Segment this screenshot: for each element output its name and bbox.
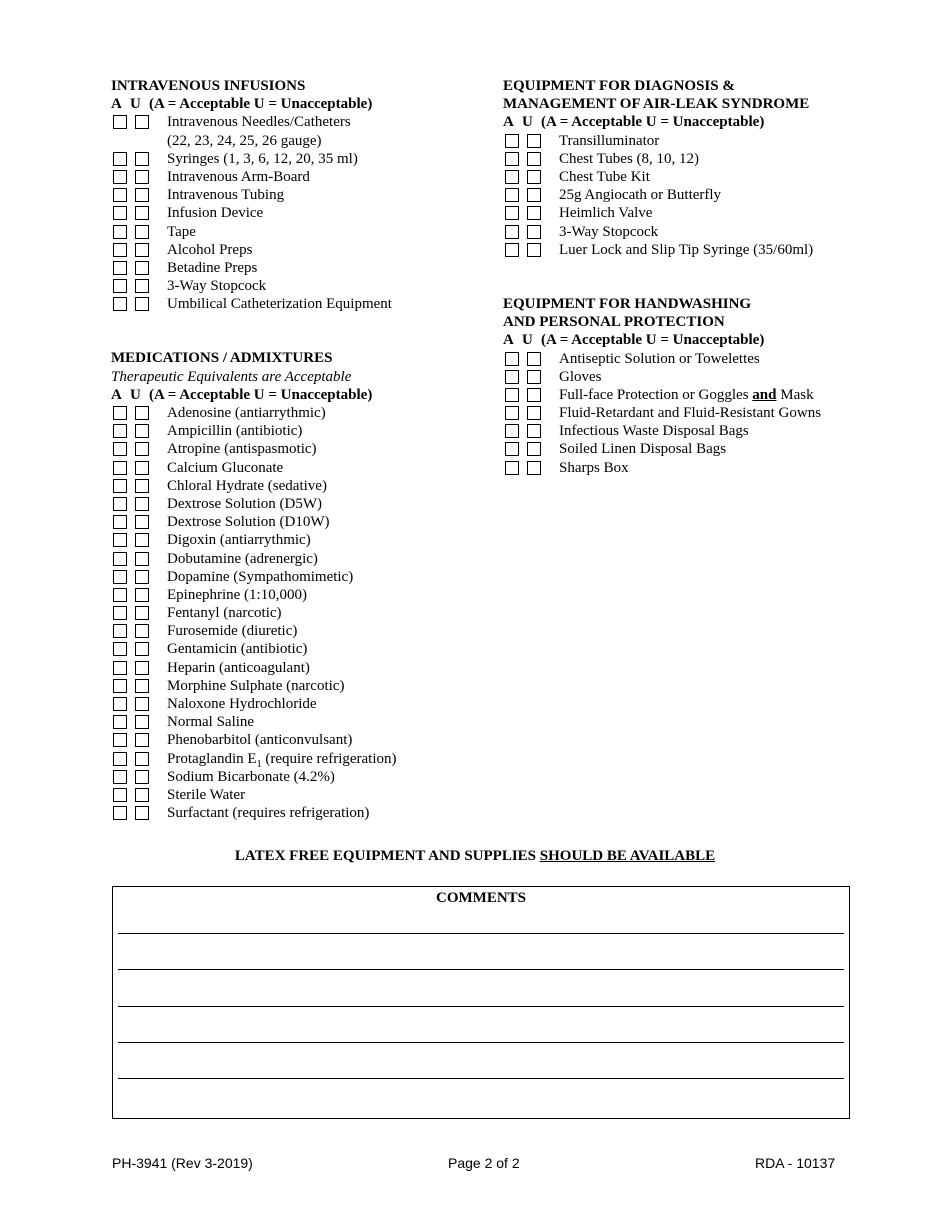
unacceptable-checkbox[interactable] xyxy=(527,134,541,148)
acceptable-checkbox[interactable] xyxy=(113,570,127,584)
item-label: Syringes (1, 3, 6, 12, 20, 35 ml) xyxy=(167,150,358,167)
item-label: Heimlich Valve xyxy=(559,205,653,222)
acceptable-checkbox[interactable] xyxy=(505,406,519,420)
unacceptable-checkbox[interactable] xyxy=(135,424,149,438)
comment-line[interactable] xyxy=(118,933,844,934)
acceptable-checkbox[interactable] xyxy=(505,442,519,456)
item-label: Luer Lock and Slip Tip Syringe (35/60ml) xyxy=(559,241,814,258)
checklist-item xyxy=(111,241,481,259)
unacceptable-checkbox[interactable] xyxy=(527,170,541,184)
item-label: Intravenous Needles/Catheters xyxy=(167,114,351,131)
item-label: Betadine Preps xyxy=(167,259,258,276)
checklist-item xyxy=(111,786,481,804)
checklist-item xyxy=(111,659,481,677)
item-label: Chest Tubes (8, 10, 12) xyxy=(559,150,700,167)
checklist-item xyxy=(111,150,481,168)
checklist-item xyxy=(111,422,481,440)
unacceptable-checkbox[interactable] xyxy=(135,225,149,239)
checklist-item xyxy=(111,440,481,458)
acceptable-checkbox[interactable] xyxy=(113,733,127,747)
acceptable-checkbox[interactable] xyxy=(113,770,127,784)
acceptable-checkbox[interactable] xyxy=(113,115,127,129)
acceptable-checkbox[interactable] xyxy=(113,243,127,257)
handwashing-title-line2: AND PERSONAL PROTECTION xyxy=(503,314,725,331)
acceptable-checkbox[interactable] xyxy=(113,606,127,620)
item-label: Soiled Linen Disposal Bags xyxy=(559,441,727,458)
unacceptable-checkbox[interactable] xyxy=(527,424,541,438)
item-label: Dextrose Solution (D10W) xyxy=(167,514,330,531)
checklist-item xyxy=(503,440,903,458)
unacceptable-checkbox[interactable] xyxy=(527,442,541,456)
rda-number: RDA - 10137 xyxy=(755,1155,836,1171)
comments-box[interactable] xyxy=(112,886,850,1119)
protaglandin-subscript: 1 xyxy=(256,758,262,770)
item-label xyxy=(559,386,814,404)
comment-line[interactable] xyxy=(118,1006,844,1007)
checklist-item xyxy=(111,404,481,422)
item-label: Gloves xyxy=(559,368,602,385)
acceptable-checkbox[interactable] xyxy=(113,188,127,202)
legend-text: (A = Acceptable U = Unacceptable) xyxy=(541,114,765,131)
legend-text: (A = Acceptable U = Unacceptable) xyxy=(149,386,373,403)
unacceptable-checkbox[interactable] xyxy=(135,642,149,656)
goggles-mask: Mask xyxy=(776,386,814,403)
airleak-section xyxy=(503,77,903,259)
legend-text: (A = Acceptable U = Unacceptable) xyxy=(541,332,765,349)
acceptable-checkbox[interactable] xyxy=(113,497,127,511)
acceptable-checkbox[interactable] xyxy=(113,406,127,420)
acceptable-checkbox[interactable] xyxy=(113,661,127,675)
infusions-title: INTRAVENOUS INFUSIONS xyxy=(111,78,306,94)
comment-line[interactable] xyxy=(118,1078,844,1079)
unacceptable-checkbox[interactable] xyxy=(135,461,149,475)
checklist-item xyxy=(111,568,481,586)
comment-line[interactable] xyxy=(118,1042,844,1043)
medications-section xyxy=(111,349,481,822)
acceptable-checkbox[interactable] xyxy=(113,642,127,656)
checklist-item xyxy=(503,223,903,241)
unacceptable-checkbox[interactable] xyxy=(135,588,149,602)
unacceptable-checkbox[interactable] xyxy=(135,152,149,166)
checklist-item xyxy=(111,259,481,277)
item-label: Umbilical Catheterization Equipment xyxy=(167,296,392,313)
item-label: Adenosine (antiarrythmic) xyxy=(167,405,326,422)
checklist-item xyxy=(111,604,481,622)
item-label: 25g Angiocath or Butterfly xyxy=(559,187,722,204)
acceptable-checkbox[interactable] xyxy=(113,479,127,493)
unacceptable-checkbox[interactable] xyxy=(135,515,149,529)
item-label: Heparin (anticoagulant) xyxy=(167,659,310,676)
item-label: 3-Way Stopcock xyxy=(167,278,267,295)
infusions-section xyxy=(111,77,481,313)
item-label: Sterile Water xyxy=(167,786,246,803)
medications-subtitle: Therapeutic Equivalents are Acceptable xyxy=(111,368,352,385)
checklist-item xyxy=(503,186,903,204)
checklist-item xyxy=(111,186,481,204)
airleak-title-line1: EQUIPMENT FOR DIAGNOSIS & xyxy=(503,78,735,94)
acceptable-checkbox[interactable] xyxy=(113,442,127,456)
unacceptable-checkbox[interactable] xyxy=(135,733,149,747)
unacceptable-checkbox[interactable] xyxy=(135,661,149,675)
unacceptable-checkbox[interactable] xyxy=(135,806,149,820)
unacceptable-checkbox[interactable] xyxy=(135,752,149,766)
unacceptable-checkbox[interactable] xyxy=(135,279,149,293)
acceptable-checkbox[interactable] xyxy=(113,715,127,729)
unacceptable-checkbox[interactable] xyxy=(135,115,149,129)
unacceptable-checkbox[interactable] xyxy=(135,442,149,456)
checklist-item xyxy=(111,731,481,749)
acceptable-checkbox[interactable] xyxy=(113,533,127,547)
checklist-item xyxy=(111,513,481,531)
acceptable-checkbox[interactable] xyxy=(505,370,519,384)
a-header: A xyxy=(111,386,122,403)
checklist-item xyxy=(111,550,481,568)
item-label: Fentanyl (narcotic) xyxy=(167,605,282,622)
unacceptable-checkbox[interactable] xyxy=(527,388,541,402)
checklist-item xyxy=(111,295,481,313)
unacceptable-checkbox[interactable] xyxy=(527,188,541,202)
comment-line[interactable] xyxy=(118,969,844,970)
item-label: Dextrose Solution (D5W) xyxy=(167,495,322,512)
checklist-item xyxy=(111,804,481,822)
unacceptable-checkbox[interactable] xyxy=(135,788,149,802)
handwashing-legend xyxy=(503,331,903,349)
acceptable-checkbox[interactable] xyxy=(505,206,519,220)
checklist-item xyxy=(111,622,481,640)
item-label: Transilluminator xyxy=(559,132,660,149)
unacceptable-checkbox[interactable] xyxy=(135,479,149,493)
checklist-item xyxy=(503,350,903,368)
checklist-item xyxy=(111,713,481,731)
item-label: Intravenous Tubing xyxy=(167,187,285,204)
checklist-item xyxy=(111,586,481,604)
comments-title: COMMENTS xyxy=(436,890,526,906)
unacceptable-checkbox[interactable] xyxy=(527,461,541,475)
item-label: Calcium Gluconate xyxy=(167,459,284,476)
handwashing-section xyxy=(503,295,903,477)
unacceptable-checkbox[interactable] xyxy=(527,370,541,384)
item-label: Dobutamine (adrenergic) xyxy=(167,550,318,567)
acceptable-checkbox[interactable] xyxy=(113,752,127,766)
infusions-legend xyxy=(111,95,481,113)
u-header: U xyxy=(522,332,533,349)
item-label: Fluid-Retardant and Fluid-Resistant Gowns xyxy=(559,405,822,422)
checklist-item xyxy=(503,368,903,386)
unacceptable-checkbox[interactable] xyxy=(135,261,149,275)
latex-notice-emphasis: SHOULD BE AVAILABLE xyxy=(539,848,716,864)
handwashing-title-line1: EQUIPMENT FOR HANDWASHING xyxy=(503,295,752,312)
left-column xyxy=(111,77,481,822)
item-label: Atropine (antispasmotic) xyxy=(167,441,317,458)
checklist-item xyxy=(111,132,481,150)
unacceptable-checkbox[interactable] xyxy=(527,243,541,257)
acceptable-checkbox[interactable] xyxy=(113,206,127,220)
acceptable-checkbox[interactable] xyxy=(113,170,127,184)
unacceptable-checkbox[interactable] xyxy=(527,225,541,239)
unacceptable-checkbox[interactable] xyxy=(135,715,149,729)
acceptable-checkbox[interactable] xyxy=(505,170,519,184)
item-label: Normal Saline xyxy=(167,714,255,731)
item-label: Naloxone Hydrochloride xyxy=(167,696,317,713)
latex-free-notice xyxy=(0,848,950,865)
acceptable-checkbox[interactable] xyxy=(505,134,519,148)
acceptable-checkbox[interactable] xyxy=(113,552,127,566)
acceptable-checkbox[interactable] xyxy=(113,588,127,602)
checklist-item xyxy=(503,132,903,150)
unacceptable-checkbox[interactable] xyxy=(527,152,541,166)
item-label: Infectious Waste Disposal Bags xyxy=(559,423,749,440)
unacceptable-checkbox[interactable] xyxy=(135,170,149,184)
item-label: Gentamicin (antibiotic) xyxy=(167,641,308,658)
checklist-item xyxy=(111,495,481,513)
acceptable-checkbox[interactable] xyxy=(113,679,127,693)
unacceptable-checkbox[interactable] xyxy=(527,352,541,366)
item-label: Epinephrine (1:10,000) xyxy=(167,586,307,603)
acceptable-checkbox[interactable] xyxy=(113,261,127,275)
unacceptable-checkbox[interactable] xyxy=(135,533,149,547)
unacceptable-checkbox[interactable] xyxy=(135,497,149,511)
checklist-item xyxy=(503,168,903,186)
item-label: Infusion Device xyxy=(167,205,264,222)
item-label: 3-Way Stopcock xyxy=(559,223,659,240)
acceptable-checkbox[interactable] xyxy=(505,424,519,438)
u-header: U xyxy=(130,386,141,403)
checklist-item xyxy=(111,277,481,295)
unacceptable-checkbox[interactable] xyxy=(135,206,149,220)
checklist-item xyxy=(111,640,481,658)
item-label: Tape xyxy=(167,223,196,240)
checklist-item xyxy=(503,204,903,222)
checklist-item xyxy=(111,168,481,186)
protaglandin-label: Protaglandin E xyxy=(167,750,257,767)
item-label: Phenobarbitol (anticonvulsant) xyxy=(167,732,353,749)
acceptable-checkbox[interactable] xyxy=(505,352,519,366)
u-header: U xyxy=(522,114,533,131)
checklist-item xyxy=(503,404,903,422)
item-label: Chest Tube Kit xyxy=(559,168,650,185)
a-header: A xyxy=(503,114,514,131)
item-label: Furosemide (diuretic) xyxy=(167,623,298,640)
checklist-item xyxy=(111,477,481,495)
unacceptable-checkbox[interactable] xyxy=(135,679,149,693)
right-column xyxy=(503,77,903,477)
checklist-item xyxy=(111,459,481,477)
item-label: Antiseptic Solution or Towelettes xyxy=(559,350,760,367)
medications-legend xyxy=(111,386,481,404)
medications-list xyxy=(111,404,481,822)
a-header: A xyxy=(503,332,514,349)
acceptable-checkbox[interactable] xyxy=(113,697,127,711)
checklist-item xyxy=(111,695,481,713)
unacceptable-checkbox[interactable] xyxy=(135,297,149,311)
acceptable-checkbox[interactable] xyxy=(505,152,519,166)
checklist-item xyxy=(111,677,481,695)
item-label: Chloral Hydrate (sedative) xyxy=(167,477,327,494)
checklist-item xyxy=(111,750,481,768)
u-header: U xyxy=(130,96,141,113)
acceptable-checkbox[interactable] xyxy=(113,788,127,802)
unacceptable-checkbox[interactable] xyxy=(135,552,149,566)
acceptable-checkbox[interactable] xyxy=(505,243,519,257)
unacceptable-checkbox[interactable] xyxy=(527,406,541,420)
item-label: Digoxin (antiarrythmic) xyxy=(167,532,311,549)
checklist-item xyxy=(111,204,481,222)
acceptable-checkbox[interactable] xyxy=(113,515,127,529)
goggles-label: Full-face Protection or Goggles xyxy=(559,386,753,403)
checklist-item xyxy=(503,150,903,168)
form-number: PH-3941 (Rev 3-2019) xyxy=(112,1155,253,1171)
checklist-item xyxy=(111,223,481,241)
unacceptable-checkbox[interactable] xyxy=(135,624,149,638)
checklist-item xyxy=(111,113,481,131)
item-label: Intravenous Arm-Board xyxy=(167,168,310,185)
item-label: Ampicillin (antibiotic) xyxy=(167,423,303,440)
goggles-and: and xyxy=(752,386,777,403)
item-label: Morphine Sulphate (narcotic) xyxy=(167,677,345,694)
item-label: (22, 23, 24, 25, 26 gauge) xyxy=(167,132,322,149)
unacceptable-checkbox[interactable] xyxy=(135,770,149,784)
acceptable-checkbox[interactable] xyxy=(505,188,519,202)
airleak-title-line2: MANAGEMENT OF AIR-LEAK SYNDROME xyxy=(503,96,810,113)
medications-title: MEDICATIONS / ADMIXTURES xyxy=(111,350,333,367)
unacceptable-checkbox[interactable] xyxy=(135,406,149,420)
checklist-item xyxy=(503,422,903,440)
unacceptable-checkbox[interactable] xyxy=(527,206,541,220)
acceptable-checkbox[interactable] xyxy=(113,461,127,475)
unacceptable-checkbox[interactable] xyxy=(135,243,149,257)
latex-notice-text: LATEX FREE EQUIPMENT AND SUPPLIES xyxy=(234,848,540,864)
unacceptable-checkbox[interactable] xyxy=(135,697,149,711)
airleak-legend xyxy=(503,113,903,131)
acceptable-checkbox[interactable] xyxy=(113,424,127,438)
checklist-item xyxy=(111,531,481,549)
unacceptable-checkbox[interactable] xyxy=(135,188,149,202)
item-label: Sodium Bicarbonate (4.2%) xyxy=(167,768,335,785)
acceptable-checkbox[interactable] xyxy=(113,279,127,293)
acceptable-checkbox[interactable] xyxy=(505,388,519,402)
airleak-list xyxy=(503,132,903,259)
item-label: Surfactant (requires refrigeration) xyxy=(167,805,370,822)
acceptable-checkbox[interactable] xyxy=(113,806,127,820)
item-label: Sharps Box xyxy=(559,459,629,476)
acceptable-checkbox[interactable] xyxy=(113,297,127,311)
acceptable-checkbox[interactable] xyxy=(505,461,519,475)
page-number: Page 2 of 2 xyxy=(448,1155,520,1171)
legend-text: (A = Acceptable U = Unacceptable) xyxy=(149,96,373,113)
handwashing-list xyxy=(503,350,903,477)
unacceptable-checkbox[interactable] xyxy=(135,606,149,620)
checklist-item xyxy=(503,241,903,259)
checklist-item xyxy=(503,386,903,404)
a-header: A xyxy=(111,96,122,113)
protaglandin-note: (require refrigeration) xyxy=(261,750,397,767)
item-label: Dopamine (Sympathomimetic) xyxy=(167,568,354,585)
acceptable-checkbox[interactable] xyxy=(113,624,127,638)
checklist-item xyxy=(503,459,903,477)
infusions-list xyxy=(111,113,481,313)
acceptable-checkbox[interactable] xyxy=(113,152,127,166)
acceptable-checkbox[interactable] xyxy=(505,225,519,239)
item-label: Alcohol Preps xyxy=(167,241,253,258)
acceptable-checkbox[interactable] xyxy=(113,225,127,239)
unacceptable-checkbox[interactable] xyxy=(135,570,149,584)
checklist-item xyxy=(111,768,481,786)
